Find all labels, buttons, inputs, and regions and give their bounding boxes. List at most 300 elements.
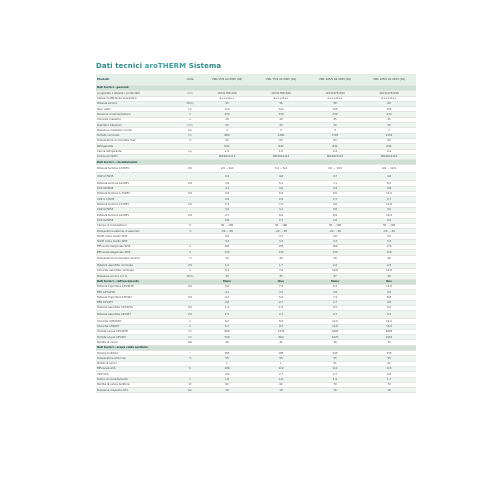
row-value: 3,3 [362, 239, 416, 244]
row-value: 125 [362, 107, 416, 112]
row-value: 35 [254, 274, 308, 279]
row-value: 10 [254, 388, 308, 393]
row-value: 1,7 [254, 263, 308, 268]
row-value: 70 [362, 382, 416, 387]
row-label: Potenza termica A7/W55 [96, 202, 180, 207]
row-unit: bar [180, 388, 200, 393]
row-value: 2000 [362, 329, 416, 334]
row-label: Profilo di carico [96, 361, 180, 366]
row-label: SCOP clima medio W35 [96, 234, 180, 239]
row-value: 3,4 [362, 311, 416, 319]
row-value: 4,2 [200, 295, 254, 300]
row-value: 3 [362, 128, 416, 133]
row-label: Refrigerante [96, 144, 180, 149]
row-value: 2,7 [254, 372, 308, 377]
row-label: Dati tecnici - riscaldamento [96, 160, 180, 165]
row-unit: mm [180, 123, 200, 128]
row-value: 3,8 [308, 290, 362, 295]
row-value: 26 [200, 340, 254, 345]
row-value: 1,9 [254, 305, 308, 310]
row-label: Efficienza stagionale W55 [96, 250, 180, 255]
row-value: 1,4 [200, 305, 254, 310]
row-value: 20 [308, 255, 362, 263]
row-value: 55 [362, 356, 416, 361]
row-value: A+++/A++ [308, 96, 362, 101]
row-label: Tensione di alimentazione [96, 112, 180, 117]
row-value: 185 [200, 351, 254, 356]
row-value: 3,4 [254, 239, 308, 244]
row-value: 9,4 [308, 284, 362, 289]
row-value: 5,4 [200, 268, 254, 273]
row-value: 6,6 [254, 213, 308, 218]
row-unit: dB(A) [180, 274, 200, 279]
row-value: 860 [200, 133, 254, 138]
row-label: Pressione massima ACS [96, 388, 180, 393]
row-value: 1720 [308, 133, 362, 138]
row-value: 134 [254, 250, 308, 255]
row-value: 30 [308, 340, 362, 345]
header-unit: Unità [180, 74, 200, 86]
row-value: 33 [362, 340, 416, 345]
row-value: 4,9 [200, 173, 254, 181]
datasheet-page [96, 62, 416, 472]
row-value: 10,6 [308, 268, 362, 273]
row-value: A+++/A++ [254, 96, 308, 101]
row-label: Lunghezza x altezza x profondità [96, 91, 180, 96]
spec-table-body [96, 86, 416, 393]
row-unit [180, 173, 200, 181]
row-value: 182 [308, 245, 362, 250]
row-value: 108 [200, 366, 254, 371]
row-label: Corrente assorbita nominale [96, 268, 180, 273]
row-value: XL [308, 361, 362, 366]
row-value: A+++/A++ [200, 96, 254, 101]
row-label: Portata nominale [96, 133, 180, 138]
row-label: COP ACS [96, 372, 180, 377]
row-unit: kW [180, 263, 200, 268]
row-value: 9,3 [254, 324, 308, 329]
row-label: COP A-7/W35 [96, 197, 180, 202]
row-value: 230 [200, 112, 254, 117]
row-unit: mm [180, 91, 200, 96]
row-label: Pressione massima circuito [96, 128, 180, 133]
row-unit: kW [180, 192, 200, 197]
row-label: COP A2/W55 [96, 218, 180, 223]
row-value: Duo [362, 279, 416, 284]
row-value: 34 [200, 274, 254, 279]
row-value: 0010021115 [308, 154, 362, 159]
row-value: 10 [308, 388, 362, 393]
title-suffix: Sistema [188, 62, 222, 70]
row-label: EER A35/W18 [96, 290, 180, 295]
row-value: 1510 [362, 335, 416, 340]
row-unit: W [180, 382, 200, 387]
row-label: Volume bollitore [96, 351, 180, 356]
row-unit: kg [180, 149, 200, 154]
row-value: 1,6 [254, 377, 308, 382]
row-value: 30 ... 100 [254, 223, 308, 228]
row-label: COP A7/W35 [96, 173, 180, 181]
row-value: 3,0 [362, 207, 416, 212]
row-value: 4,7 [308, 173, 362, 181]
row-unit: kW [180, 181, 200, 186]
row-value: 110 [254, 366, 308, 371]
row-value: 25 [362, 117, 416, 122]
row-label: Temperatura di mandata minima [96, 255, 180, 263]
row-unit: A [180, 319, 200, 324]
row-value: XL [362, 361, 416, 366]
row-unit: kPa [180, 340, 200, 345]
row-label: Corrente massima [96, 117, 180, 122]
row-value: 30 ... 100 [308, 223, 362, 228]
row-value: 14,2 [362, 319, 416, 324]
row-label: Tempo di riscaldamento [96, 377, 180, 382]
row-value: 4,7 [254, 234, 308, 239]
row-value: 4,5 [362, 234, 416, 239]
row-value: 4,8 [254, 173, 308, 181]
row-value: 0010021116 [362, 154, 416, 159]
header-model-2: VWL 75/5 AS 230V (S2) [254, 74, 308, 86]
row-value: 230 [254, 112, 308, 117]
row-value: 4,0 [254, 186, 308, 191]
row-value: 2,6 [362, 300, 416, 305]
table-row [96, 255, 416, 263]
row-value: 129 [362, 250, 416, 255]
row-label: COP A7/W55 [96, 207, 180, 212]
row-value: 1270 [254, 329, 308, 334]
row-value: 25 [200, 123, 254, 128]
table-row [96, 388, 416, 393]
row-unit: kW [180, 165, 200, 173]
row-value: 3 [308, 128, 362, 133]
row-value: 1103x975x450 [362, 91, 416, 96]
row-value: 6,9 [254, 192, 308, 197]
row-value: 2,9 [200, 197, 254, 202]
row-value: 32 [308, 123, 362, 128]
row-label: Dati tecnici - raffrescamento [96, 279, 180, 284]
row-label: Potenza frigorifera A35/W7 [96, 295, 180, 300]
row-unit: kW [180, 284, 200, 289]
row-unit: dB(A) [180, 101, 200, 106]
row-label: Pressione sonora a 5 m [96, 274, 180, 279]
row-value: 30 ... 100 [362, 223, 416, 228]
row-value: Mono [308, 279, 362, 284]
row-value: 4,6 [200, 234, 254, 239]
row-value: 3,6 [362, 290, 416, 295]
row-value: 7,0 [254, 202, 308, 207]
row-value: 1,5 [254, 149, 308, 154]
row-label: Campo di modulazione [96, 223, 180, 228]
row-value: 4,6 ... 12,6 [362, 165, 416, 173]
row-label: Efficienza ACS [96, 366, 180, 371]
row-unit: °C [180, 255, 200, 263]
title-highlight: aroTHERM [144, 62, 187, 70]
row-unit: A [180, 268, 200, 273]
row-value: 115 [362, 366, 416, 371]
row-label: Potenza sonora [96, 101, 180, 106]
row-unit: kW [180, 202, 200, 207]
row-value: 3,9 [308, 186, 362, 191]
row-value: 2,4 [362, 149, 416, 154]
row-value: 1,5 [200, 311, 254, 319]
header-model-1: VWL 55/5 AS 230V (S2) [200, 74, 254, 86]
row-value: 960 [254, 335, 308, 340]
row-value: 1290 [254, 133, 308, 138]
row-value: 3 [254, 128, 308, 133]
row-value: 20 [254, 117, 308, 122]
row-value: 3,9 [254, 290, 308, 295]
row-value: 55 [200, 101, 254, 106]
row-value: 15,0 [362, 324, 416, 329]
row-value: 55 [308, 356, 362, 361]
row-value: 3,0 [308, 207, 362, 212]
row-value: 12,0 [308, 324, 362, 329]
row-value: 2,4 [308, 263, 362, 268]
row-value: 3,1 [254, 207, 308, 212]
row-value: 2,1 [254, 311, 308, 319]
row-label: Codice prodotto [96, 154, 180, 159]
row-value: 62 [254, 382, 308, 387]
row-value: 25 [308, 117, 362, 122]
row-value: R32 [200, 144, 254, 149]
row-value: Mono [200, 279, 254, 284]
row-label: Temperatura di mandata max [96, 138, 180, 143]
row-unit: V [180, 112, 200, 117]
row-value: 2,8 [362, 372, 416, 377]
row-value: 2,7 [254, 218, 308, 223]
row-value: 6,2 [200, 319, 254, 324]
row-label: Potenza termica A2/W55 [96, 213, 180, 218]
row-value: 12,8 [362, 268, 416, 273]
row-label: Potenza assorbita nominale [96, 263, 180, 268]
row-value: 60 [362, 101, 416, 106]
row-value: 9,5 [308, 192, 362, 197]
row-value: 1620 [308, 329, 362, 334]
row-value: 4,6 [362, 173, 416, 181]
row-value: 3,4 ... 8,2 [254, 165, 308, 173]
row-value: L [254, 361, 308, 366]
row-value: 55 [254, 356, 308, 361]
row-value: 2,7 [254, 300, 308, 305]
row-unit: °C [180, 229, 200, 234]
row-label: Diametro tubazioni [96, 123, 180, 128]
row-value: 8,3 [362, 181, 416, 186]
row-value: R32 [362, 144, 416, 149]
row-label: Potenza assorbita A35/W18 [96, 305, 180, 310]
row-value: 2,6 ... 6,6 [200, 165, 254, 173]
row-label: Peso netto [96, 107, 180, 112]
row-value: 185 [254, 245, 308, 250]
row-value: -20 ... 28 [362, 229, 416, 234]
row-value: 10 [200, 388, 254, 393]
row-value: 39 [362, 274, 416, 279]
row-value: 2,7 [308, 197, 362, 202]
row-value: 2,8 [200, 218, 254, 223]
row-value: 114 [254, 107, 308, 112]
row-value: 63 [254, 138, 308, 143]
row-label: Potenza termica A2/W35 [96, 181, 180, 186]
row-value: 3 [200, 128, 254, 133]
row-value: 2,7 [308, 300, 362, 305]
row-value: 5,1 [254, 181, 308, 186]
row-value: 63 [308, 138, 362, 143]
row-value: 1,8 [200, 377, 254, 382]
row-value: 2,8 [254, 197, 308, 202]
row-value: 130 [308, 250, 362, 255]
row-value: 960 [200, 329, 254, 334]
row-value: 6,7 [200, 324, 254, 329]
row-unit: % [180, 366, 200, 371]
row-value: 25 [254, 123, 308, 128]
row-value: 7,4 [254, 284, 308, 289]
row-value: 4,1 [200, 186, 254, 191]
row-value: R32 [308, 144, 362, 149]
row-unit: kW [180, 213, 200, 218]
row-value: 63 [200, 138, 254, 143]
row-label: Potenza termica A7/W35 [96, 165, 180, 173]
row-value: 8,8 [362, 295, 416, 300]
row-value: 4,6 [308, 234, 362, 239]
row-value: 10 [362, 388, 416, 393]
header-model-4: VWL 125/5 AS 230V (S2) [362, 74, 416, 86]
row-value: 2,6 [362, 218, 416, 223]
row-value: 2,5 [308, 305, 362, 310]
row-label: Efficienza stagionale W35 [96, 245, 180, 250]
row-value: 62 [200, 382, 254, 387]
row-label: Potenza frigorifera A35/W18 [96, 284, 180, 289]
row-value: 176 [362, 245, 416, 250]
row-label: Classe di efficienza energetica [96, 96, 180, 101]
row-label: Corrente A35/W7 [96, 324, 180, 329]
row-value: 0010021114 [254, 154, 308, 159]
row-value: 230 [308, 112, 362, 117]
row-value: 20 [200, 117, 254, 122]
row-label: Dati tecnici - acqua calda sanitaria [96, 345, 180, 350]
row-value: 20 [200, 255, 254, 263]
row-value: 1,2 [200, 263, 254, 268]
row-label: Carica refrigerante [96, 149, 180, 154]
row-value: 5,6 [254, 295, 308, 300]
row-value: 3,2 [362, 305, 416, 310]
row-value: -20 ... 28 [254, 229, 308, 234]
row-value: 125 [308, 107, 362, 112]
row-value: 0010021113 [200, 154, 254, 159]
row-unit: % [180, 250, 200, 255]
row-value: Duo [254, 279, 308, 284]
row-value: 32 [362, 123, 416, 128]
row-value: 30 ... 100 [200, 223, 254, 228]
spec-table [96, 74, 416, 393]
row-unit: kW [180, 311, 200, 319]
row-unit: h [180, 377, 200, 382]
row-value: 4,1 [200, 290, 254, 295]
row-value: 2,6 [308, 218, 362, 223]
row-value: 2,8 [200, 300, 254, 305]
row-unit: l/h [180, 133, 200, 138]
row-value: R32 [254, 144, 308, 149]
row-value: 230 [362, 112, 416, 117]
row-value: 2,9 [362, 263, 416, 268]
row-value: 63 [362, 138, 416, 143]
row-value: 5,3 [200, 202, 254, 207]
row-label: Temperatura esterna di esercizio [96, 229, 180, 234]
row-value: 2,7 [362, 197, 416, 202]
row-value: 9,6 [308, 202, 362, 207]
row-value: 10,4 [362, 213, 416, 218]
row-value: 20 [362, 255, 416, 263]
row-label: SCOP clima medio W55 [96, 239, 180, 244]
row-value: 7,4 [308, 295, 362, 300]
row-unit: kW [180, 305, 200, 310]
row-value: 58 [308, 101, 362, 106]
row-label: Perdita di carico [96, 340, 180, 345]
row-value: 1,9 [308, 377, 362, 382]
row-value: 1103x765x450 [254, 91, 308, 96]
row-value: 112 [308, 366, 362, 371]
row-value: 1270 [308, 335, 362, 340]
row-label: Potenza termica A-7/W35 [96, 192, 180, 197]
row-unit: kW [180, 295, 200, 300]
row-unit: % [180, 245, 200, 250]
row-value: 3,3 [308, 239, 362, 244]
row-value: 4,0 ... 10,5 [308, 165, 362, 173]
row-value: 4,9 [200, 192, 254, 197]
row-value: 11,6 [362, 284, 416, 289]
row-label: Temperatura ACS max [96, 356, 180, 361]
row-unit: l [180, 351, 200, 356]
row-value: 3,2 [200, 207, 254, 212]
row-value: 2,6 [200, 372, 254, 377]
row-value: 5,6 [200, 284, 254, 289]
row-value: A+++/A++ [362, 96, 416, 101]
row-unit: °C [180, 356, 200, 361]
row-value: 3,6 [200, 181, 254, 186]
row-unit: % [180, 223, 200, 228]
row-value: 720 [200, 335, 254, 340]
table-row [96, 165, 416, 173]
row-label: Portata acqua A35/W7 [96, 335, 180, 340]
row-unit: l/h [180, 335, 200, 340]
row-value: 181 [200, 245, 254, 250]
row-value: 11,0 [308, 319, 362, 324]
row-label: Dati tecnici - generali [96, 86, 180, 91]
row-value: 8,9 [308, 213, 362, 218]
row-value: 37 [308, 274, 362, 279]
row-value: 2,7 [308, 311, 362, 319]
table-row [96, 173, 416, 181]
row-label: EER A35/W7 [96, 300, 180, 305]
row-value: 11,2 [362, 192, 416, 197]
row-value: 3,4 [200, 239, 254, 244]
row-value: 235 [362, 351, 416, 356]
row-value: 20 [254, 255, 308, 263]
row-value: L [200, 361, 254, 366]
row-unit: A [180, 324, 200, 329]
header-model-3: VWL 105/5 AS 230V (S2) [308, 74, 362, 86]
header-models: Modelli [96, 74, 180, 86]
row-value: 185 [254, 351, 308, 356]
row-value: 7,1 [308, 181, 362, 186]
row-label: Portata acqua A35/W18 [96, 329, 180, 334]
table-row [96, 311, 416, 319]
row-unit: bar [180, 128, 200, 133]
row-value: 4,7 [200, 213, 254, 218]
row-value: 11,8 [362, 202, 416, 207]
row-unit: kg [180, 107, 200, 112]
row-value: 8,4 [254, 319, 308, 324]
row-value: 70 [308, 382, 362, 387]
row-unit: °C [180, 138, 200, 143]
